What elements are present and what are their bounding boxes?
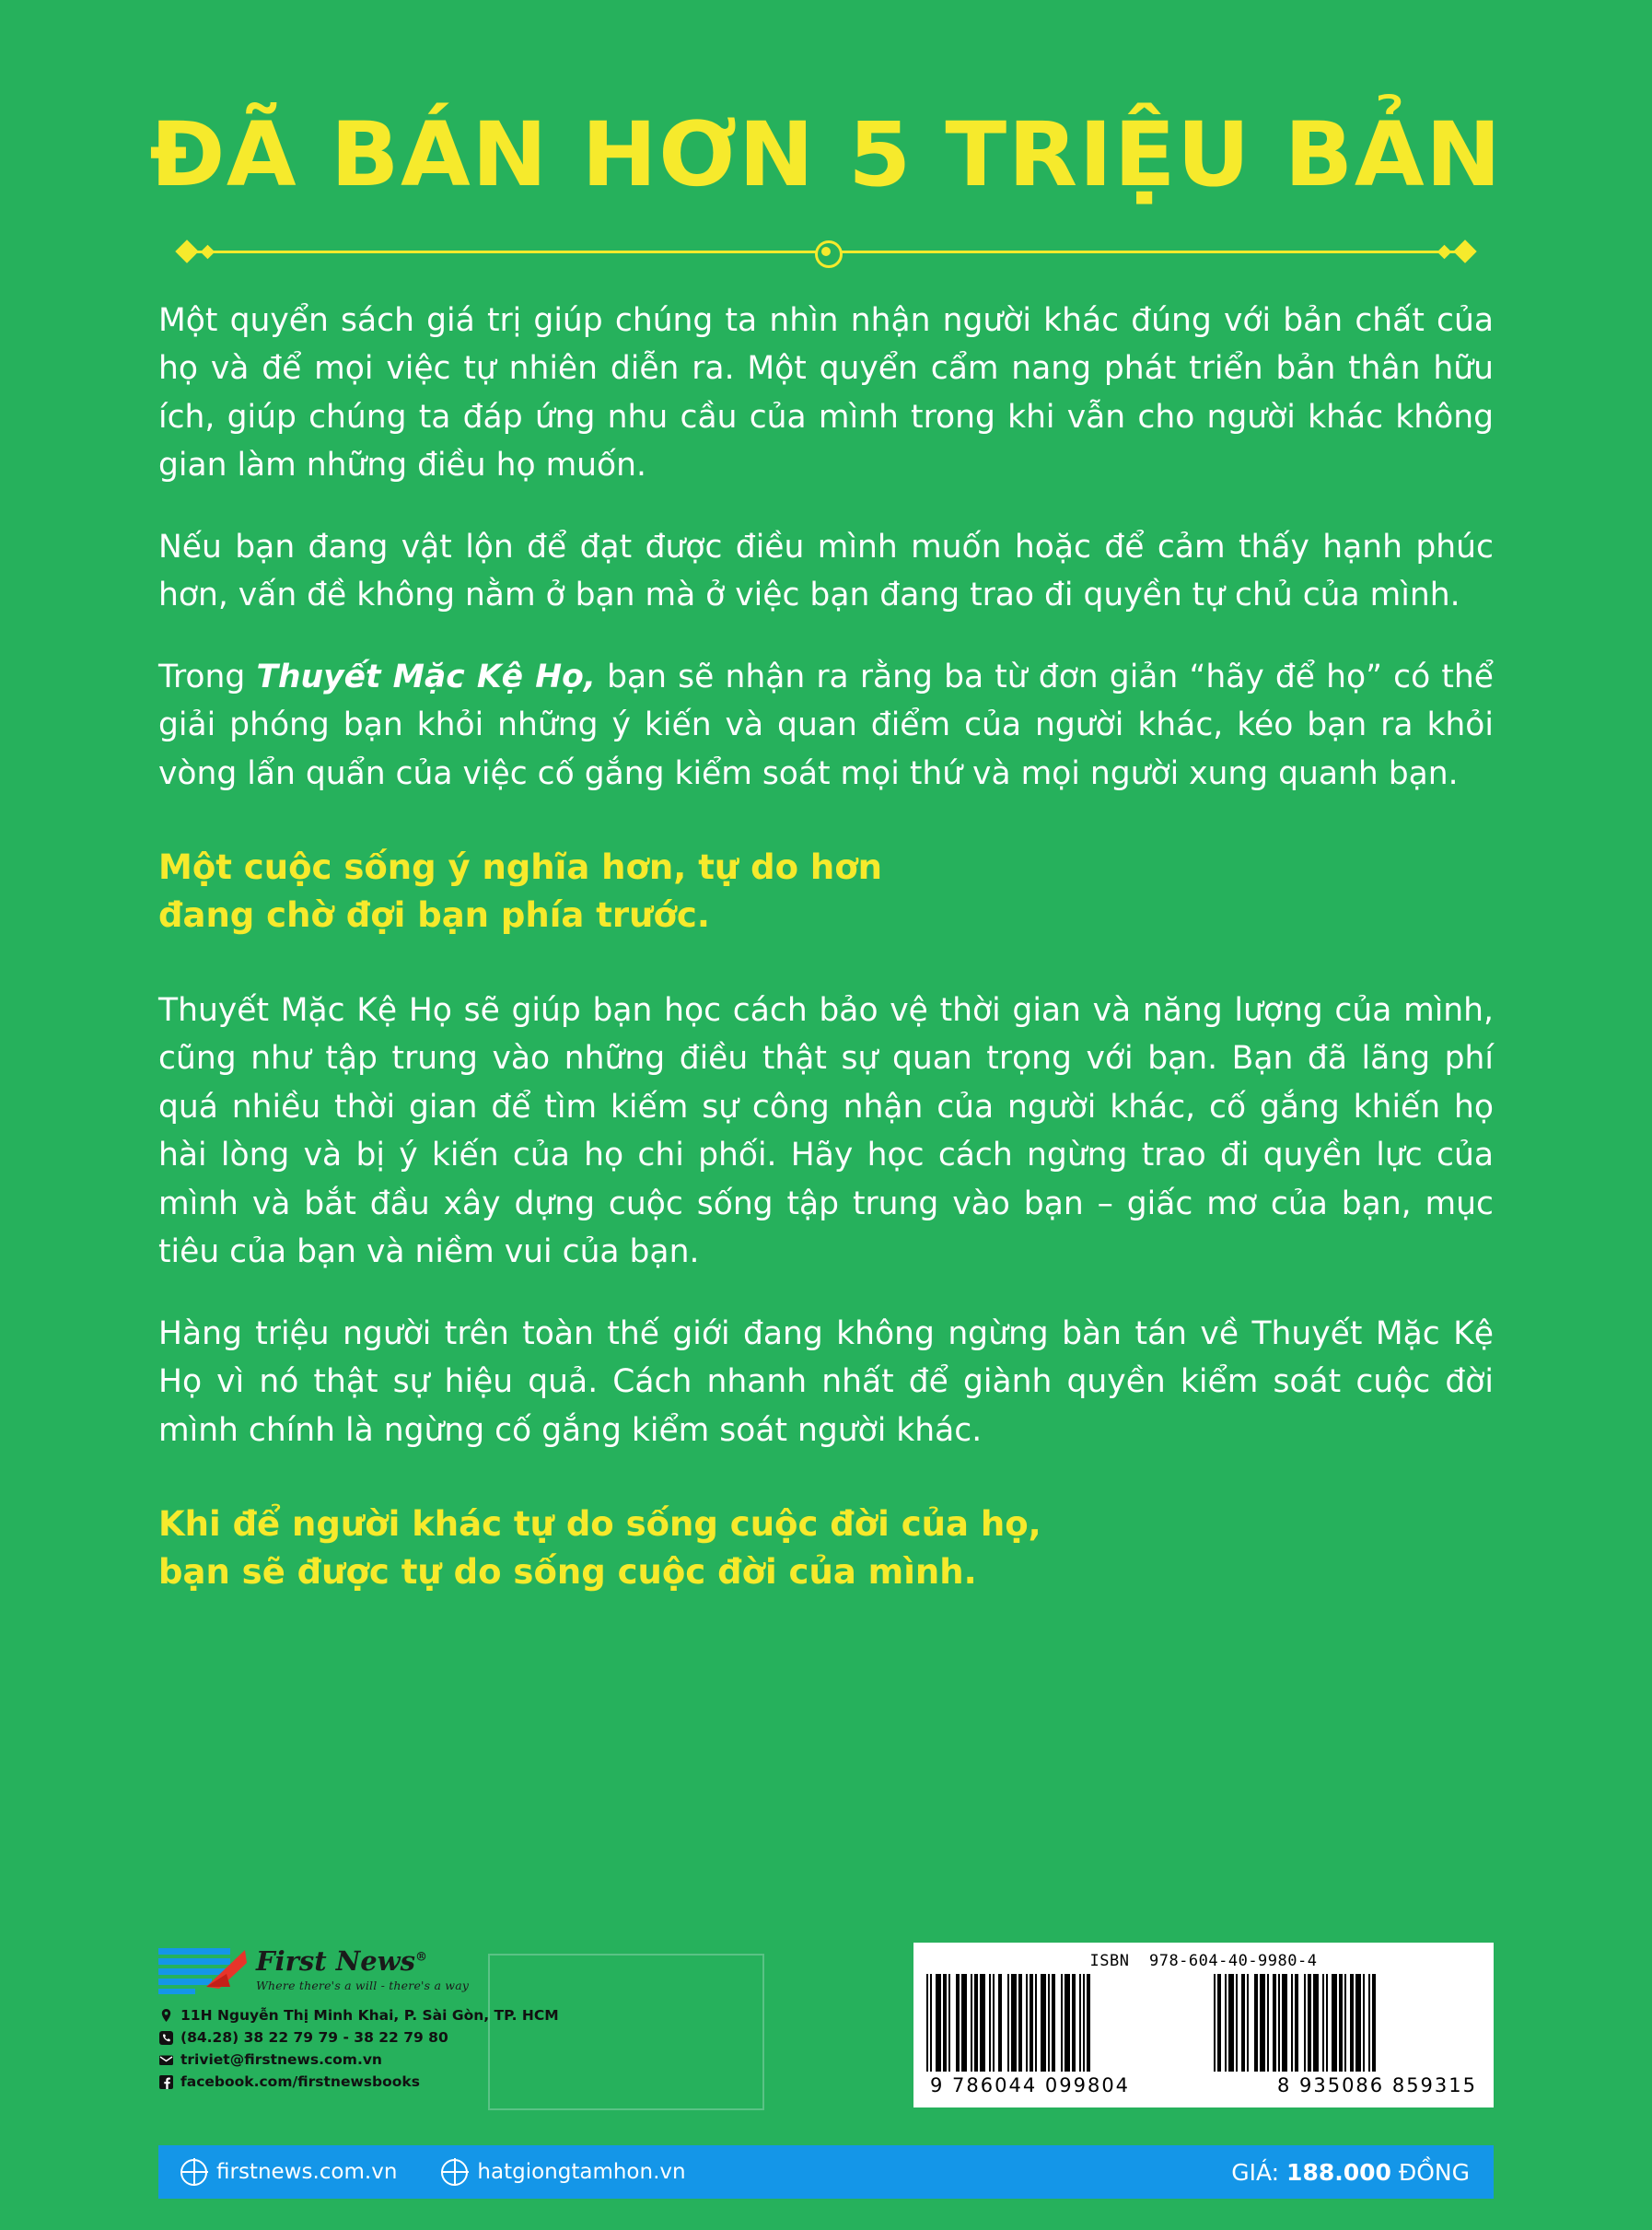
isbn-text [926,1952,1481,1970]
registered-mark: ® [414,1950,427,1965]
publisher-name-block [256,1946,469,1992]
phone-icon [158,2030,174,2046]
publisher-tagline: Where there's a will - there's a way [256,1979,470,1992]
website-2-label: hatgiongtamhon.vn [477,2160,686,2184]
location-pin-icon [158,2008,174,2024]
diamond-icon [175,239,198,263]
headline-text: ĐÃ BÁN HƠN 5 TRIỆU BẢN [149,103,1503,206]
headline-banner [0,103,1652,206]
diamond-icon [1437,245,1452,260]
paragraph-3-lead: Trong [158,658,257,695]
publisher-logo-row [158,1946,545,1996]
globe-icon [180,2159,207,2186]
website-price-bar [158,2145,1494,2199]
barcode-group-right [1214,1974,1481,2072]
spacer [158,831,1494,844]
publisher-facebook-row [158,2071,545,2093]
paragraph-5: Hàng triệu người trên toàn thế giới đang không ngừng bàn tán về Thuyết Mặc Kệ Họ vì nó thật sự hiệu quả. Cách nhanh nhất để giành quyền kiểm soát cuộc đời mình chính là ngừng cố gắng kiểm soát người khác. [158,1314,1494,1449]
paragraph-3-rest: bạn sẽ nhận ra rằng ba từ đơn giản “hãy để họ” có thể giải phóng bạn khỏi những ý kiến và quan điểm của người khác, kéo bạn ra khỏi vòng lẩn quẩn của việc cố gắng kiểm soát mọi thứ và mọi người xung quanh bạn. [158,658,1494,792]
diamond-icon [1453,239,1476,263]
spacer [158,1488,1494,1500]
paragraph-3 [158,653,1494,798]
cover-footer [0,1926,1652,2230]
publisher-facebook: facebook.com/firstnewsbooks [180,2073,420,2091]
back-cover-copy [158,297,1494,1630]
price-value: 188.000 [1286,2158,1391,2186]
isbn-number: 978-604-40-9980-4 [1148,1952,1318,1970]
highlight-2-line-1: Khi để người khác tự do sống cuộc đời của họ, [158,1503,1041,1544]
publisher-name: First News® [256,1945,427,1977]
barcode-numbers [926,2074,1481,2096]
publisher-address-row [158,2004,559,2026]
publisher-phone: (84.28) 38 22 79 79 - 38 22 79 80 [180,2029,448,2047]
publisher-email: triviet@firstnews.com.vn [180,2051,382,2069]
barcode-group-left [926,1974,1193,2072]
book-title-emphasis: Thuyết Mặc Kệ Họ, [256,658,596,695]
website-1[interactable] [158,2159,419,2186]
isbn-label: ISBN [1089,1952,1130,1970]
website-2[interactable] [419,2159,707,2186]
publisher-contact-list [158,2004,559,2093]
highlight-1-line-2: đang chờ đợi bạn phía trước. [158,895,710,936]
price-block [1231,2159,1494,2186]
facebook-icon [158,2074,174,2090]
dot-ornament-icon [821,247,831,256]
ean-right-number: 8 935086 859315 [1276,2074,1477,2096]
highlight-2-line-2: bạn sẽ được tự do sống cuộc đời của mình. [158,1552,977,1593]
barcode-block [913,1943,1494,2107]
blank-placeholder-box [488,1954,764,2110]
highlight-1-line-1: Một cuộc sống ý nghĩa hơn, tự do hơn [158,846,882,887]
publisher-email-row [158,2049,545,2071]
ean-left-number: 9 786044 099804 [930,2074,1131,2096]
first-news-logo-icon [158,1946,247,1996]
price-currency: ĐỒNG [1398,2158,1470,2186]
highlight-block-2 [158,1500,1494,1597]
highlight-block-1 [158,844,1494,940]
paragraph-2: Nếu bạn đang vật lộn để đạt được điều mình muốn hoặc để cảm thấy hạnh phúc hơn, vấn đề không nằm ở bạn mà ở việc bạn đang trao đi quyền tự chủ của mình. [158,528,1494,614]
website-1-label: firstnews.com.vn [216,2160,398,2184]
ornamental-divider [155,238,1497,265]
publisher-block [158,1945,559,2093]
paragraph-1: Một quyển sách giá trị giúp chúng ta nhìn nhận người khác đúng với bản chất của họ và để mọi việc tự nhiên diễn ra. Một quyển cẩm nang phát triển bản thân hữu ích, giúp chúng ta đáp ứng nhu cầu của mình trong khi vẫn cho người khác không gian làm những điều họ muốn. [158,302,1494,485]
email-icon [158,2052,174,2068]
price-label: GIÁ: [1231,2158,1280,2186]
paragraph-4: Thuyết Mặc Kệ Họ sẽ giúp bạn học cách bảo vệ thời gian và năng lượng của mình, cũng như tập trung vào những điều thật sự quan trọng với bạn. Bạn đã lãng phí quá nhiều thời gian để tìm kiếm sự công nhận của người khác, cố gắng khiến họ hài lòng và bị ý kiến của họ chi phối. Hãy học cách ngừng trao đi quyền lực của mình và bắt đầu xây dựng cuộc sống tập trung vào bạn – giấc mơ của bạn, mục tiêu của bạn và niềm vui của bạn. [158,992,1494,1271]
publisher-address: 11H Nguyễn Thị Minh Khai, P. Sài Gòn, TP. HCM [180,2007,559,2024]
globe-icon [441,2159,468,2186]
publisher-phone-row [158,2026,545,2049]
spacer [158,974,1494,987]
diamond-icon [201,245,215,260]
barcode-bars [926,1974,1481,2072]
